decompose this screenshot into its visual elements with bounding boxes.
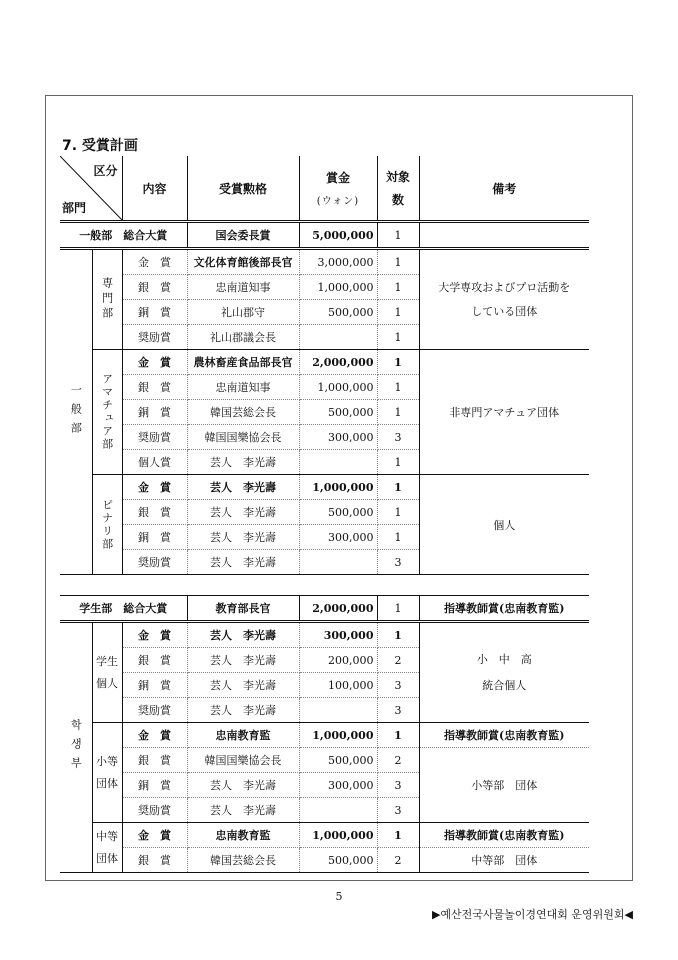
footer-committee: ▶예산전국사물놀이경연대회 운영위원회◀ xyxy=(431,908,633,921)
student-overall-note: 指導教師賞(忠南教育監) xyxy=(419,596,589,622)
award-count: 1 xyxy=(377,400,419,425)
general-overall-row xyxy=(60,222,589,249)
award-type: 金 賞 xyxy=(122,475,187,500)
section-gap xyxy=(60,575,589,596)
table-row xyxy=(60,350,589,375)
award-name: 忠南道知事 xyxy=(187,375,299,400)
page-number: 5 xyxy=(335,890,343,903)
group-note: 非専門アマチュア団体 xyxy=(419,350,589,475)
award-name: 韓国国樂協会長 xyxy=(187,425,299,450)
award-name: 芸人 李光壽 xyxy=(187,500,299,525)
award-type: 銀 賞 xyxy=(122,848,187,873)
award-type: 銅 賞 xyxy=(122,773,187,798)
award-name: 韓国国樂協会長 xyxy=(187,748,299,773)
award-name: 礼山郡議会長 xyxy=(187,325,299,350)
award-count: 1 xyxy=(377,622,419,648)
header-prize-unit: (ウォン) xyxy=(316,196,360,207)
group-note-line1: 小 中 高 xyxy=(476,652,532,666)
award-name: 芸人 李光壽 xyxy=(187,475,299,500)
prize-amount xyxy=(299,798,377,823)
award-count: 1 xyxy=(377,249,419,275)
group-note: 小等部 団体 xyxy=(419,748,589,823)
award-type: 銀 賞 xyxy=(122,648,187,673)
award-count: 1 xyxy=(377,275,419,300)
award-count: 1 xyxy=(377,300,419,325)
prize-amount: 3,000,000 xyxy=(299,249,377,275)
prize-amount: 500,000 xyxy=(299,400,377,425)
group-note: 中等部 団体 xyxy=(419,848,589,873)
group-note: 大学専攻およびプロ活動をしている団体 xyxy=(419,249,589,350)
award-count: 1 xyxy=(377,325,419,350)
award-type: 奨励賞 xyxy=(122,325,187,350)
group-label xyxy=(92,622,122,723)
prize-amount: 1,000,000 xyxy=(299,375,377,400)
header-content: 内容 xyxy=(122,156,187,222)
award-name: 芸人 李光壽 xyxy=(187,673,299,698)
award-name: 忠南教育監 xyxy=(187,723,299,748)
group-note xyxy=(419,622,589,723)
award-type: 銅 賞 xyxy=(122,400,187,425)
award-count: 1 xyxy=(377,350,419,375)
award-type: 奨励賞 xyxy=(122,425,187,450)
award-type: 銀 賞 xyxy=(122,500,187,525)
group-note-line2: 統合個人 xyxy=(482,678,527,692)
award-name: 忠南教育監 xyxy=(187,823,299,848)
header-target xyxy=(377,156,419,222)
group-label-text: 中等団体 xyxy=(96,829,118,865)
header-division: 区分 xyxy=(93,164,118,178)
award-count: 3 xyxy=(377,698,419,723)
award-count: 1 xyxy=(377,475,419,500)
prize-amount: 500,000 xyxy=(299,500,377,525)
section-title: 7. 受賞計画 xyxy=(62,138,138,154)
student-overall-count: 1 xyxy=(377,596,419,622)
award-count: 3 xyxy=(377,550,419,575)
prize-amount: 100,000 xyxy=(299,673,377,698)
award-name: 芸人 李光壽 xyxy=(187,773,299,798)
award-type: 奨励賞 xyxy=(122,550,187,575)
award-name: 芸人 李光壽 xyxy=(187,525,299,550)
general-overall-count: 1 xyxy=(377,222,419,249)
table-row xyxy=(60,848,589,873)
group-label: アマチュア部 xyxy=(92,350,122,475)
award-name: 農林畜産食品部長官 xyxy=(187,350,299,375)
prize-amount xyxy=(299,450,377,475)
award-count: 3 xyxy=(377,798,419,823)
award-count: 3 xyxy=(377,425,419,450)
group-label xyxy=(92,723,122,823)
header-row xyxy=(60,156,589,222)
table-row xyxy=(60,249,589,275)
award-name: 忠南道知事 xyxy=(187,275,299,300)
group-note: 個人 xyxy=(419,475,589,575)
prize-amount: 300,000 xyxy=(299,622,377,648)
prize-amount: 500,000 xyxy=(299,748,377,773)
award-count: 3 xyxy=(377,673,419,698)
prize-amount xyxy=(299,325,377,350)
award-type: 銅 賞 xyxy=(122,300,187,325)
general-overall-label: 一般部 総合大賞 xyxy=(60,222,187,249)
award-type: 金 賞 xyxy=(122,823,187,848)
award-type: 銀 賞 xyxy=(122,375,187,400)
prize-amount: 300,000 xyxy=(299,425,377,450)
award-count: 1 xyxy=(377,500,419,525)
award-name: 韓国芸総会長 xyxy=(187,400,299,425)
prize-amount: 300,000 xyxy=(299,525,377,550)
group-label-text: 学生個人 xyxy=(96,654,118,690)
group-label: ピナリ部 xyxy=(92,475,122,575)
prize-amount: 200,000 xyxy=(299,648,377,673)
student-overall-row xyxy=(60,596,589,622)
award-type: 銅 賞 xyxy=(122,673,187,698)
award-type: 個人賞 xyxy=(122,450,187,475)
group-label xyxy=(92,823,122,873)
award-name: 文化体育館後部長官 xyxy=(187,249,299,275)
header-award: 受賞勲格 xyxy=(187,156,299,222)
group-note-top: 指導教師賞(忠南教育監) xyxy=(419,823,589,848)
student-overall-label: 学生部 総合大賞 xyxy=(60,596,187,622)
general-section-label: 一般部 xyxy=(60,249,92,575)
header-prize-label: 賞金 xyxy=(325,171,350,185)
student-overall-award: 教育部長官 xyxy=(187,596,299,622)
award-count: 2 xyxy=(377,648,419,673)
prize-amount xyxy=(299,550,377,575)
group-label: 専門部 xyxy=(92,249,122,350)
award-count: 3 xyxy=(377,773,419,798)
table-row xyxy=(60,748,589,773)
header-target-label2: 数 xyxy=(391,193,404,207)
award-type: 金 賞 xyxy=(122,622,187,648)
award-type: 銀 賞 xyxy=(122,275,187,300)
award-name: 芸人 李光壽 xyxy=(187,550,299,575)
award-count: 1 xyxy=(377,823,419,848)
general-overall-prize: 5,000,000 xyxy=(299,222,377,249)
gap-cell xyxy=(60,575,589,596)
award-type: 奨励賞 xyxy=(122,798,187,823)
header-prize xyxy=(299,156,377,222)
general-overall-note xyxy=(419,222,589,249)
award-name: 芸人 李光壽 xyxy=(187,698,299,723)
award-count: 1 xyxy=(377,723,419,748)
header-target-label: 対象 xyxy=(385,170,410,184)
award-count: 2 xyxy=(377,848,419,873)
group-label-text: 小等団体 xyxy=(96,754,118,790)
header-division-cell xyxy=(60,156,122,222)
award-name: 芸人 李光壽 xyxy=(187,622,299,648)
table-row xyxy=(60,622,589,648)
table-row xyxy=(60,475,589,500)
award-count: 1 xyxy=(377,375,419,400)
award-count: 1 xyxy=(377,450,419,475)
award-count: 2 xyxy=(377,748,419,773)
table-row xyxy=(60,723,589,748)
prize-amount: 1,000,000 xyxy=(299,723,377,748)
prize-amount: 2,000,000 xyxy=(299,350,377,375)
award-count: 1 xyxy=(377,525,419,550)
prize-amount: 1,000,000 xyxy=(299,275,377,300)
general-overall-award: 国会委長賞 xyxy=(187,222,299,249)
prize-amount: 500,000 xyxy=(299,300,377,325)
award-name: 芸人 李光壽 xyxy=(187,450,299,475)
header-note: 備考 xyxy=(419,156,589,222)
prize-amount: 1,000,000 xyxy=(299,475,377,500)
table-row xyxy=(60,823,589,848)
award-type: 金 賞 xyxy=(122,350,187,375)
award-name: 芸人 李光壽 xyxy=(187,798,299,823)
prize-amount: 500,000 xyxy=(299,848,377,873)
group-note-top: 指導教師賞(忠南教育監) xyxy=(419,723,589,748)
prize-amount xyxy=(299,698,377,723)
student-overall-prize: 2,000,000 xyxy=(299,596,377,622)
award-type: 銀 賞 xyxy=(122,748,187,773)
award-name: 芸人 李光壽 xyxy=(187,648,299,673)
award-plan-table xyxy=(60,156,589,873)
prize-amount: 300,000 xyxy=(299,773,377,798)
award-name: 韓国芸総会長 xyxy=(187,848,299,873)
header-section: 部門 xyxy=(62,201,87,215)
award-type: 銅 賞 xyxy=(122,525,187,550)
award-type: 金 賞 xyxy=(122,723,187,748)
award-name: 礼山郡守 xyxy=(187,300,299,325)
student-section-label: 학생부 xyxy=(60,622,92,873)
prize-amount: 1,000,000 xyxy=(299,823,377,848)
award-type: 金 賞 xyxy=(122,249,187,275)
award-type: 奨励賞 xyxy=(122,698,187,723)
